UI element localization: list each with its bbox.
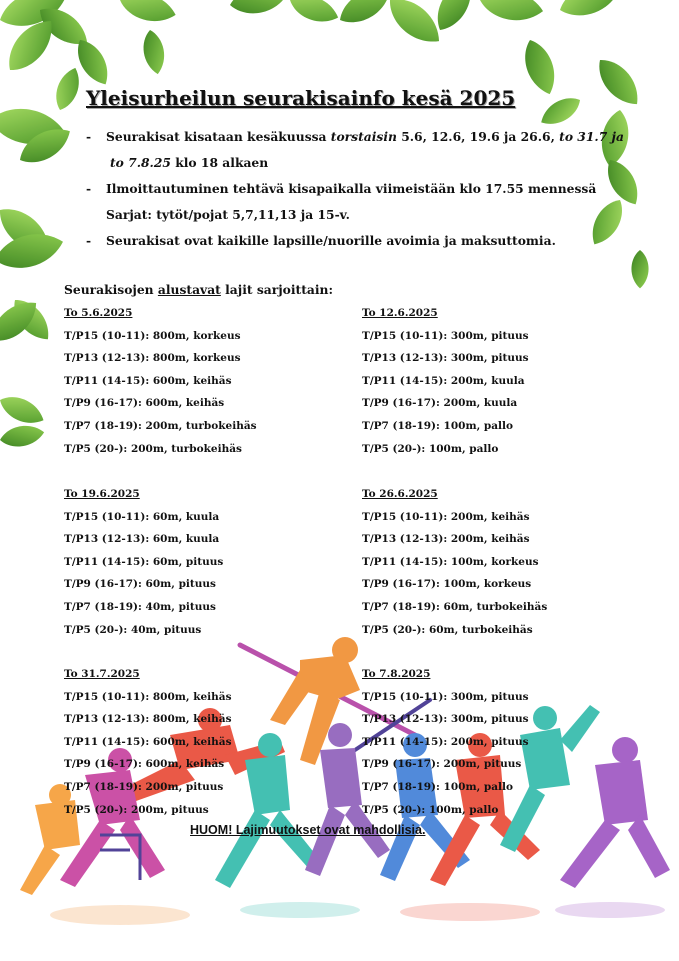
schedule-row: T/P13 (12-13): 300m, pituus (362, 352, 529, 365)
schedule-date: To 5.6.2025 (64, 307, 133, 319)
schedule-row: T/P11 (14-15): 60m, pituus (64, 555, 224, 568)
schedule-block (64, 483, 223, 641)
schedule-row: T/P11 (14-15): 100m, korkeus (362, 555, 539, 568)
schedule-row: T/P15 (10-11): 800m, korkeus (64, 329, 241, 342)
schedule-row: T/P7 (18-19): 200m, pituus (64, 780, 224, 793)
schedule-row: T/P13 (12-13): 200m, keihäs (362, 533, 530, 546)
schedule-row: T/P11 (14-15): 200m, kuula (362, 374, 525, 387)
list-item: - Seurakisat ovat kaikille lapsille/nuorille avoimia ja maksuttomia. (86, 228, 626, 254)
bullet-text: Seurakisat kisataan kesäkuussa (106, 129, 331, 144)
schedule-row: T/P15 (10-11): 60m, kuula (64, 510, 220, 523)
schedule-row: T/P13 (12-13): 60m, kuula (64, 533, 220, 546)
schedule-row: T/P13 (12-13): 800m, korkeus (64, 352, 241, 365)
schedule-block (362, 302, 529, 460)
schedule-date: To 31.7.2025 (64, 668, 140, 680)
intro-text: Seurakisojen (64, 282, 158, 297)
schedule-row: T/P9 (16-17): 600m, keihäs (64, 397, 225, 410)
schedule-date: To 12.6.2025 (362, 307, 438, 319)
schedule-row: T/P5 (20-): 100m, pallo (362, 442, 499, 455)
list-item: - Ilmoittautuminen tehtävä kisapaikalla viimeistään klo 17.55 mennessä (86, 176, 626, 202)
schedule-row: T/P15 (10-11): 200m, keihäs (362, 510, 530, 523)
schedule-row: T/P11 (14-15): 600m, keihäs (64, 735, 232, 748)
bullet-continuation (106, 150, 626, 176)
schedule-block (362, 483, 547, 641)
schedule-date: To 26.6.2025 (362, 488, 438, 500)
bullet-text: klo 18 alkaen (170, 155, 269, 170)
schedule-intro (64, 282, 333, 297)
bullet-text: 5.6, 12.6, 19.6 ja 26.6, (396, 129, 560, 144)
list-item: Sarjat: tytöt/pojat 5,7,11,13 ja 15-v. (106, 207, 350, 222)
schedule-block (362, 663, 529, 821)
schedule-row: T/P9 (16-17): 60m, pituus (64, 578, 216, 591)
schedule-row: T/P7 (18-19): 40m, pituus (64, 600, 216, 613)
schedule-row: T/P7 (18-19): 100m, pallo (362, 419, 514, 432)
schedule-date: To 7.8.2025 (362, 668, 431, 680)
schedule-row: T/P13 (12-13): 800m, keihäs (64, 713, 232, 726)
schedule-row: T/P5 (20-): 60m, turbokeihäs (362, 623, 533, 636)
schedule-row: T/P9 (16-17): 200m, kuula (362, 397, 518, 410)
bullet-text-italic: to 31.7 ja (559, 129, 624, 144)
schedule-date: To 19.6.2025 (64, 488, 140, 500)
intro-underlined: alustavat (157, 282, 221, 297)
schedule-row: T/P15 (10-11): 300m, pituus (362, 690, 529, 703)
schedule-block (64, 663, 232, 821)
schedule-row: T/P15 (10-11): 800m, keihäs (64, 690, 232, 703)
list-item (86, 124, 626, 176)
schedule-row: T/P5 (20-): 40m, pituus (64, 623, 202, 636)
schedule-row: T/P5 (20-): 200m, pituus (64, 803, 209, 816)
schedule-row: T/P5 (20-): 200m, turbokeihäs (64, 442, 242, 455)
schedule-row: T/P7 (18-19): 100m, pallo (362, 780, 514, 793)
schedule-row: T/P5 (20-): 100m, pallo (362, 803, 499, 816)
schedule-row: T/P13 (12-13): 300m, pituus (362, 713, 529, 726)
page-title: Yleisurheilun seurakisainfo kesä 2025 (86, 86, 516, 110)
schedule-row: T/P11 (14-15): 200m, pituus (362, 735, 529, 748)
schedule-row: T/P7 (18-19): 200m, turbokeihäs (64, 419, 257, 432)
bullet-text-italic: torstaisin (330, 129, 397, 144)
change-notice: HUOM! Lajimuutokset ovat mahdollisia. (190, 823, 426, 837)
bullet-text-italic: to 7.8.25 (110, 155, 171, 170)
schedule-row: T/P9 (16-17): 100m, korkeus (362, 578, 532, 591)
schedule-block (64, 302, 257, 460)
intro-text: lajit sarjoittain: (220, 282, 334, 297)
schedule-row: T/P9 (16-17): 600m, keihäs (64, 758, 225, 771)
schedule-row: T/P11 (14-15): 600m, keihäs (64, 374, 232, 387)
schedule-row: T/P9 (16-17): 200m, pituus (362, 758, 522, 771)
schedule-row: T/P7 (18-19): 60m, turbokeihäs (362, 600, 548, 613)
info-list (86, 124, 626, 254)
schedule-row: T/P15 (10-11): 300m, pituus (362, 329, 529, 342)
